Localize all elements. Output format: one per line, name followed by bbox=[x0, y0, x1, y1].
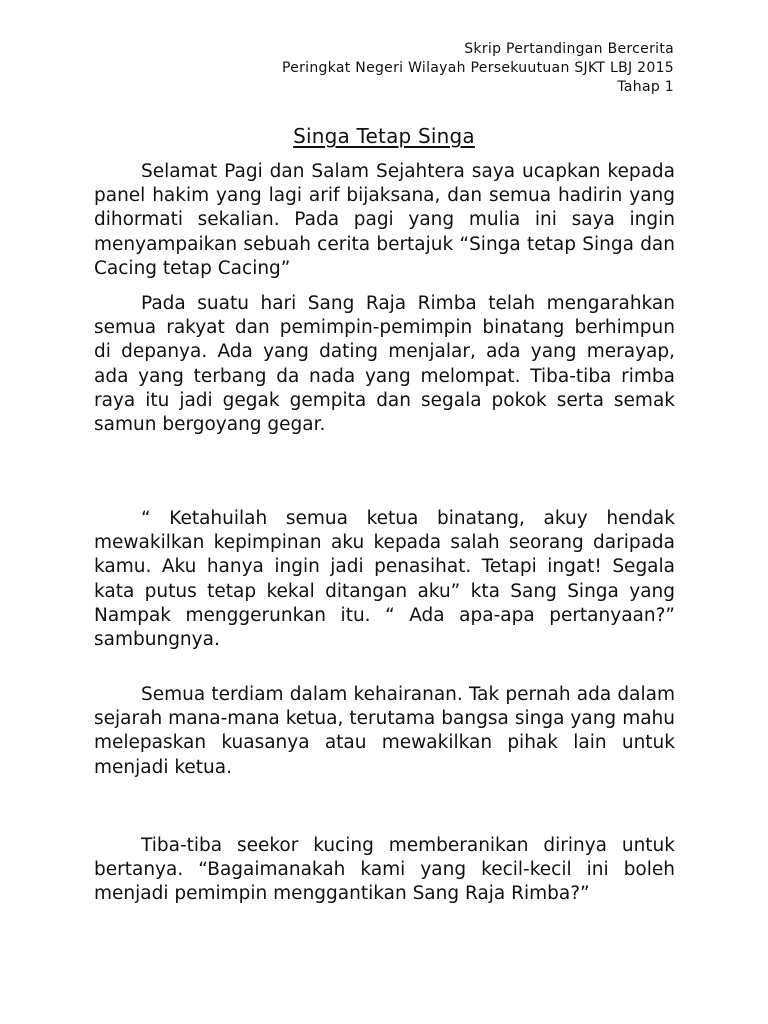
paragraph-lion-speech: “ Ketahuilah semua ketua binatang, akuy hendak mewakilkan kepimpinan aku kepada salah seorang daripada kamu. Aku hanya ingin jadi penasihat. Tetapi ingat! Segala kata putus tetap kekal ditangan aku” kta Sang Singa yang Nampak menggerunkan itu. “ Ada apa-apa pertanyaan?” sambungnya. bbox=[94, 508, 675, 651]
story-title: Singa Tetap Singa bbox=[293, 124, 475, 148]
paragraph-greeting: Selamat Pagi dan Salam Sejahtera saya ucapkan kepada panel hakim yang lagi arif bijaksana, dan semua hadirin yang dihormati sekalian. Pada pagi yang mulia ini saya ingin menyampaikan sebuah cerita bertajuk “Singa tetap Singa dan Cacing tetap Cacing” bbox=[94, 161, 675, 279]
paragraph-silence: Semua terdiam dalam kehairanan. Tak pernah ada dalam sejarah mana-mana ketua, terutama bangsa singa yang mahu melepaskan kuasanya atau mewakilkan pihak lain untuk menjadi ketua. bbox=[94, 684, 675, 778]
header-line-competition: Skrip Pertandingan Bercerita bbox=[464, 41, 674, 57]
header-line-level: Peringkat Negeri Wilayah Persekuutuan SJKT LBJ 2015 bbox=[281, 60, 674, 76]
document-header bbox=[282, 40, 674, 97]
paragraph-gathering: Pada suatu hari Sang Raja Rimba telah mengarahkan semua rakyat dan pemimpin-pemimpin binatang berhimpun di depanya. Ada yang dating menjalar, ada yang merayap, ada yang terbang da nada yang melompat. Tiba-tiba rimba raya itu jadi gegak gempita dan segala pokok serta semak samun bergoyang gegar. bbox=[94, 293, 675, 436]
paragraph-cat-question: Tiba-tiba seekor kucing memberanikan dirinya untuk bertanya. “Bagaimanakah kami yang kecil-kecil ini boleh menjadi pemimpin menggantikan Sang Raja Rimba?” bbox=[94, 835, 675, 905]
header-line-stage: Tahap 1 bbox=[617, 79, 674, 95]
